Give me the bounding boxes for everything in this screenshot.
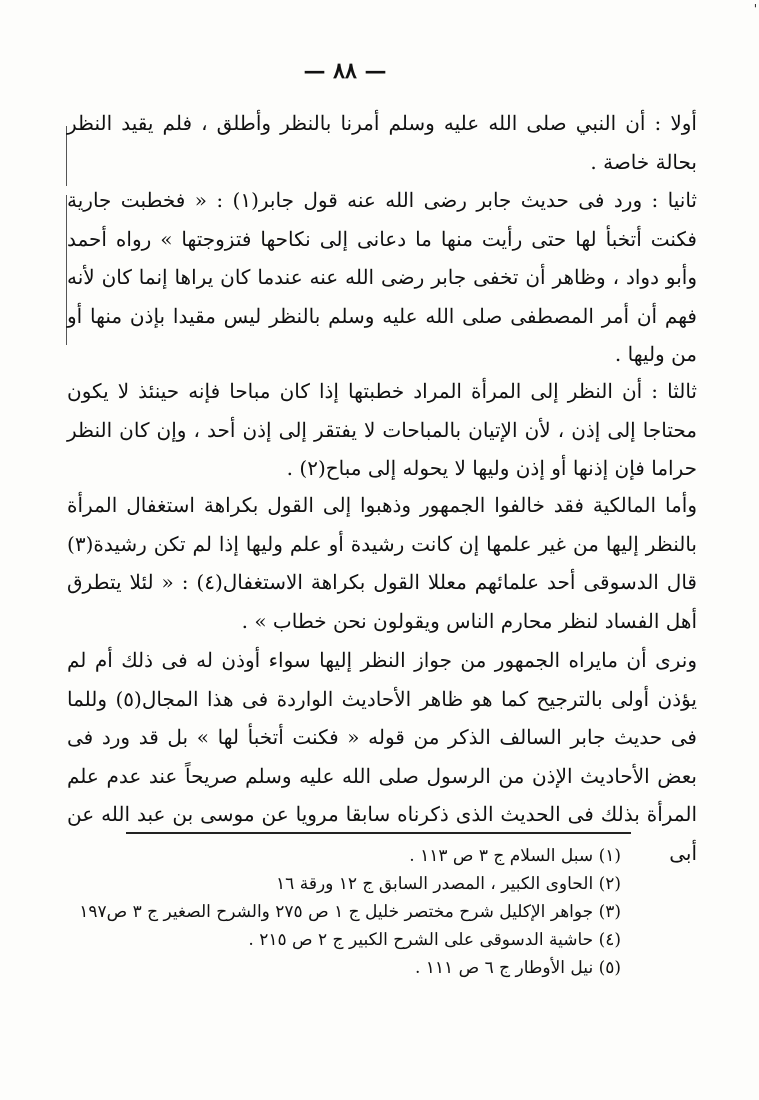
paragraph-first-point	[67, 104, 697, 181]
paragraph-second-point	[67, 181, 697, 374]
footnotes	[61, 842, 621, 982]
paragraph-text: ونرى أن مايراه الجمهور من جواز النظر إليها سواء أوذن له فى ذلك أم لم يؤذن أولى بالترجيح كما هو ظاهر الأحاديث الواردة فى هذا المجال(٥) وللما فى حديث جابر السالف الذكر من قوله « فكنت أتخبأ لها » بل قد ورد فى بعض الأحاديث الإذن من الرسول صلى الله عليه وسلم صريحاً عند عدم علم المرأة بذلك فى الحديث الذى ذكرناه سابقا مرويا عن موسى بن عبد الله عن أبى	[67, 648, 698, 865]
paragraph-third-point	[67, 372, 697, 488]
footnote-3: (٣) جواهر الإكليل شرح مختصر خليل ج ١ ص ٢٧٥ والشرح الصغير ج ٣ ص١٩٧	[79, 902, 621, 922]
footnote-4: (٤) حاشية الدسوقى على الشرح الكبير ج ٢ ص ٢١٥ .	[248, 930, 621, 950]
footnote-5: (٥) نيل الأوطار ج ٦ ص ١١١ .	[414, 958, 621, 978]
paragraph-malikiyya	[67, 486, 697, 640]
paragraph-text: ثانيا : ورد فى حديث جابر رضى الله عنه قول جابر(١) : « فخطبت جارية فكنت أتخبأ لها حتى رأيت منها ما دعانى إلى نكاحها فتزوجتها » رواه أحمد وأبو دواد ، وظاهر أن تخفى جابر رضى الله عنه عندما كان يراها إنما كان لأنه فهم أن أمر المصطفى صلى الله عليه وسلم بالنظر ليس مقيدا بإذن منها أو من وليها .	[67, 188, 697, 366]
footnote-separator	[126, 832, 631, 834]
corner-mark: '	[753, 2, 757, 16]
paragraph-conclusion	[67, 641, 697, 872]
footnote-1: (١) سبل السلام ج ٣ ص ١١٣ .	[409, 846, 621, 866]
paragraph-text: وأما المالكية فقد خالفوا الجمهور وذهبوا إلى القول بكراهة استغفال المرأة بالنظر إليها من غير علمها إن كانت رشيدة أو علم وليها إذا لم تكن رشيدة(٣) قال الدسوقى أحد علمائهم معللا القول بكراهة الاستغفال(٤) : « لئلا يتطرق أهل الفساد لنظر محارم الناس ويقولون نحن خطاب » .	[67, 493, 697, 633]
paragraph-text: ثالثا : أن النظر إلى المرأة المراد خطبتها إذا كان مباحا فإنه حينئذ لا يكون محتاجا إلى إذن ، لأن الإتيان بالمباحات لا يفتقر إلى إذن أحد ، وإن كان النظر حراما فإن إذنها أو إذن وليها لا يحوله إلى مباح(٢) .	[67, 379, 697, 480]
footnote-2: (٢) الحاوى الكبير ، المصدر السابق ج ١٢ ورقة ١٦	[276, 874, 621, 894]
paragraph-text: أولا : أن النبي صلى الله عليه وسلم أمرنا بالنظر وأطلق ، فلم يقيد النظر بحالة خاصة .	[67, 111, 697, 174]
page-number: — ٨٨ —	[303, 58, 387, 84]
